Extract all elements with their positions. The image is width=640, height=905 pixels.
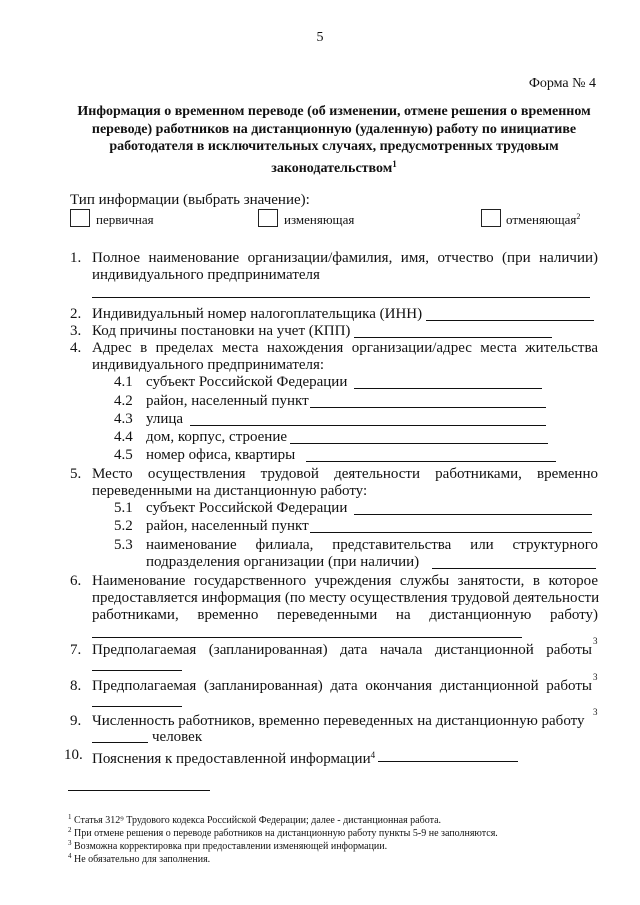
option-cancelling-note: 2	[576, 212, 581, 221]
item-9-label: Численность работников, временно переведенных на дистанционную работу	[92, 713, 585, 729]
checkbox-changing[interactable]	[258, 209, 278, 227]
item-4-1-number: 4.1	[114, 374, 133, 390]
footnote-4	[68, 850, 210, 866]
option-cancelling-text: отменяющая	[506, 212, 577, 227]
item-4-2-input-line[interactable]	[310, 407, 546, 408]
item-6-line1: Наименование государственного учреждения службы занятости, в которое	[92, 573, 598, 589]
item-8-input-line[interactable]	[92, 706, 182, 707]
item-1-line1: Полное наименование организации/фамилия, имя, отчество (при наличии)	[92, 250, 598, 266]
option-primary-label: первичная	[96, 212, 154, 227]
inn-input-line[interactable]	[426, 320, 594, 321]
item-1-number: 1.	[70, 250, 82, 266]
form-title-text: Информация о временном переводе (об изменении, отмене решения о временном переводе) работников на дистанционную (удаленную) работу по инициативе работодателя в исключительных случаях, предусмотренных трудовым законодательством	[77, 104, 591, 176]
item-2-number: 2.	[70, 306, 82, 322]
item-10-input-line[interactable]	[378, 761, 518, 762]
item-4-1-input-line[interactable]	[354, 388, 542, 389]
item-4-5-label: номер офиса, квартиры	[146, 447, 296, 463]
item-4-2-number: 4.2	[114, 393, 133, 409]
page-number: 5	[316, 30, 324, 45]
checkbox-cancelling[interactable]	[481, 209, 501, 227]
form-title	[70, 103, 598, 177]
item-3-number: 3.	[70, 323, 82, 339]
item-4-2-label: район, населенный пункт	[146, 393, 309, 409]
item-8-number: 8.	[70, 678, 82, 694]
item-6-number: 6.	[70, 573, 82, 589]
info-type-label: Тип информации (выбрать значение):	[70, 192, 310, 208]
checkbox-primary[interactable]	[70, 209, 90, 227]
footnote-3-text: Возможна корректировка при предоставлении изменяющей информации.	[74, 841, 388, 852]
item-9-number: 9.	[70, 713, 82, 729]
item-10-label	[92, 746, 375, 768]
footnote-separator	[68, 790, 210, 791]
item-7-note: 3	[593, 636, 598, 646]
footnote-1-mark: 1	[68, 813, 72, 821]
footnote-2-mark: 2	[68, 826, 72, 834]
item-5-number: 5.	[70, 466, 82, 482]
item-5-3-line1: наименование филиала, представительства или структурного	[146, 537, 598, 553]
item-5-2-label: район, населенный пункт	[146, 518, 309, 534]
item-8-label: Предполагаемая (запланированная) дата окончания дистанционной работы	[92, 678, 592, 694]
item-7-input-line[interactable]	[92, 670, 182, 671]
item-10-note: 4	[370, 750, 376, 760]
item-6-line2: предоставляется информация (по месту осуществления трудовой деятельности	[92, 590, 600, 606]
item-4-number: 4.	[70, 340, 82, 356]
item-7-label: Предполагаемая (запланированная) дата начала дистанционной работы	[92, 642, 592, 658]
item-9-suffix: человек	[152, 729, 203, 745]
footnote-4-mark: 4	[68, 852, 72, 860]
item-1-line2: индивидуального предпринимателя	[92, 267, 320, 283]
item-9-input-line[interactable]	[92, 742, 148, 743]
footnote-4-text: Не обязательно для заполнения.	[74, 854, 211, 865]
item-10-number: 10.	[64, 747, 83, 763]
item-4-4-label: дом, корпус, строение	[146, 429, 287, 445]
item-1-input-line[interactable]	[92, 297, 590, 298]
item-5-1-number: 5.1	[114, 500, 133, 516]
item-4-5-input-line[interactable]	[306, 461, 556, 462]
item-5-1-input-line[interactable]	[354, 514, 592, 515]
item-9-note: 3	[593, 707, 598, 717]
item-5-3-line2: подразделения организации (при наличии)	[146, 554, 420, 570]
item-4-line2: индивидуального предпринимателя:	[92, 357, 325, 373]
kpp-input-line[interactable]	[354, 337, 552, 338]
item-4-3-label: улица	[146, 411, 184, 427]
title-footnote-mark: 1	[392, 158, 397, 169]
footnote-1-text: Статья 312⁹ Трудового кодекса Российской Федерации; далее - дистанционная работа.	[74, 815, 442, 826]
item-4-5-number: 4.5	[114, 447, 133, 463]
item-4-4-number: 4.4	[114, 429, 133, 445]
item-5-line1: Место осуществления трудовой деятельности работниками, временно	[92, 466, 598, 482]
form-number: Форма № 4	[528, 76, 596, 91]
item-4-line1: Адрес в пределах места нахождения организации/адрес места жительства	[92, 340, 598, 356]
item-5-2-input-line[interactable]	[310, 532, 592, 533]
option-changing-label: изменяющая	[284, 212, 355, 227]
item-3-label: Код причины постановки на учет (КПП)	[92, 323, 351, 339]
item-8-note: 3	[593, 672, 598, 682]
item-4-3-number: 4.3	[114, 411, 133, 427]
item-5-1-label: субъект Российской Федерации	[146, 500, 348, 516]
option-cancelling-label	[506, 212, 580, 228]
item-5-2-number: 5.2	[114, 518, 133, 534]
item-5-line2: переведенными на дистанционную работу:	[92, 483, 368, 499]
item-5-3-input-line[interactable]	[432, 568, 596, 569]
item-4-1-label: субъект Российской Федерации	[146, 374, 348, 390]
item-4-3-input-line[interactable]	[190, 425, 546, 426]
item-6-line3: работниками, временно переведенными на дистанционную работу)	[92, 607, 598, 623]
item-10-label-text: Пояснения к предоставленной информации	[92, 751, 371, 767]
footnote-2-text: При отмене решения о переводе работников на дистанционную работу пункты 5-9 не заполняются.	[74, 828, 498, 839]
item-6-input-line[interactable]	[92, 637, 522, 638]
item-5-3-number: 5.3	[114, 537, 133, 553]
footnote-3-mark: 3	[68, 839, 72, 847]
item-4-4-input-line[interactable]	[290, 443, 548, 444]
item-2-label: Индивидуальный номер налогоплательщика (ИНН)	[92, 306, 423, 322]
item-7-number: 7.	[70, 642, 82, 658]
